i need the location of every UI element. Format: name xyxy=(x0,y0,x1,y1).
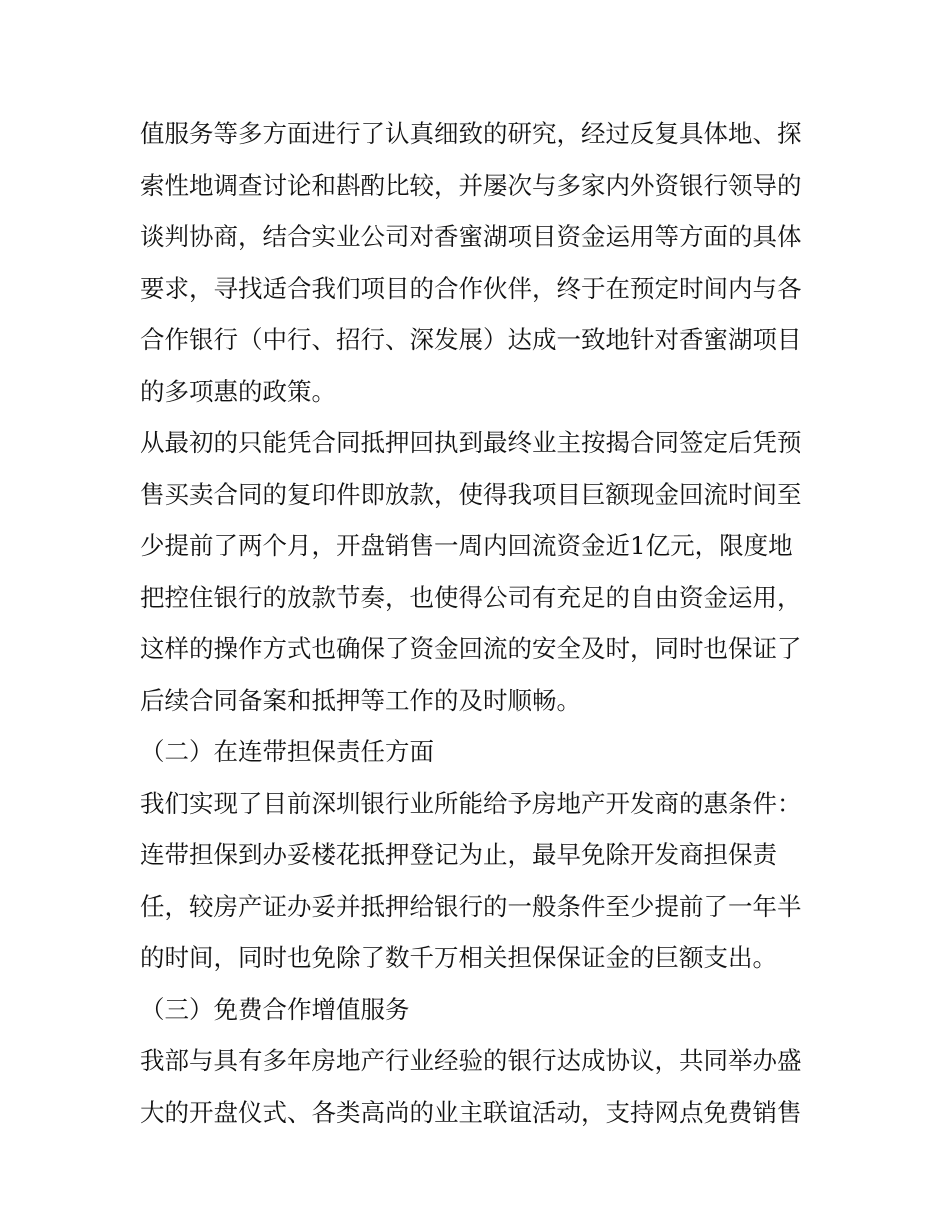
text-line: 谈判协商，结合实业公司对香蜜湖项目资金运用等方面的具体 xyxy=(140,222,802,251)
section-heading: （二）在连带担保责任方面 xyxy=(140,737,434,766)
text-line: 合作银行（中行、招行、深发展）达成一致地针对香蜜湖项目 xyxy=(140,325,802,354)
section-heading: （三）免费合作增值服务 xyxy=(140,994,410,1024)
text-line: 连带担保到办妥楼花抵押登记为止，最早免除开发商担保责 xyxy=(140,840,777,869)
text-line: 大的开盘仪式、各类高尚的业主联谊活动，支持网点免费销售 xyxy=(140,1097,802,1127)
text-line: 把控住银行的放款节奏，也使得公司有充足的自由资金运用， xyxy=(140,582,802,612)
text-line: 售买卖合同的复印件即放款，使得我项目巨额现金回流时间至 xyxy=(140,479,802,509)
text-line: 这样的操作方式也确保了资金回流的安全及时，同时也保证了 xyxy=(140,634,802,663)
text-line: 少提前了两个月，开盘销售一周内回流资金近1亿元，限度地 xyxy=(140,531,793,560)
text-line: 任，较房产证办妥并抵押给银行的一般条件至少提前了一年半 xyxy=(140,891,802,921)
text-line: 我部与具有多年房地产行业经验的银行达成协议，共同举办盛 xyxy=(140,1046,802,1075)
text-line: 要求，寻找适合我们项目的合作伙伴，终于在预定时间内与各 xyxy=(140,273,802,303)
text-line: 的多项惠的政策。 xyxy=(140,376,336,406)
text-line: 的时间，同时也免除了数千万相关担保保证金的巨额支出。 xyxy=(140,943,777,972)
text-line: 索性地调查讨论和斟酌比较，并屡次与多家内外资银行领导的 xyxy=(140,170,802,200)
text-line: 从最初的只能凭合同抵押回执到最终业主按揭合同签定后凭预 xyxy=(140,428,802,457)
text-line: 值服务等多方面进行了认真细致的研究，经过反复具体地、探 xyxy=(140,119,802,148)
text-line: 后续合同备案和抵押等工作的及时顺畅。 xyxy=(140,685,581,715)
text-line: 我们实现了目前深圳银行业所能给予房地产开发商的惠条件： xyxy=(140,788,802,818)
document-body xyxy=(140,108,820,1138)
